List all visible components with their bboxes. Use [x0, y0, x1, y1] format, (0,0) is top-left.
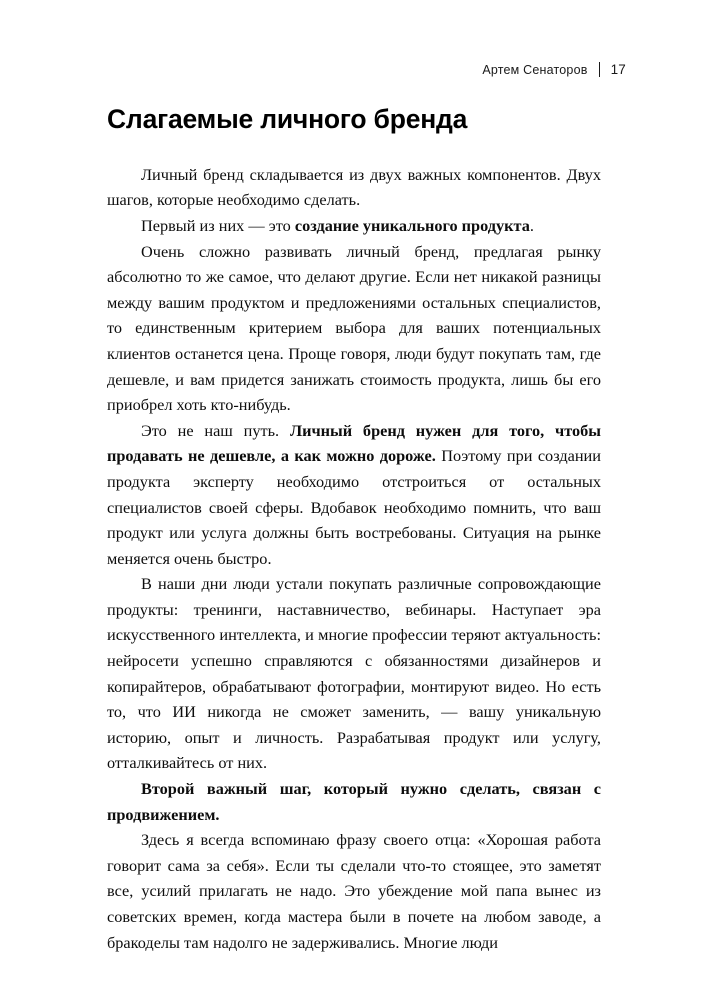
paragraph — [107, 571, 601, 776]
page-content — [107, 104, 601, 955]
body-text — [107, 162, 601, 955]
text-run: Первый из них — это — [141, 215, 295, 235]
paragraph — [107, 213, 601, 239]
emphasis-text: Второй важный шаг, который нужно сделать, связан с продвижением. — [107, 779, 601, 824]
page-number: 17 — [610, 62, 626, 77]
paragraph — [107, 162, 601, 213]
header-divider — [599, 62, 600, 77]
running-title: Артем Сенаторов — [482, 62, 588, 77]
emphasis-text: Личный бренд нужен для того, чтобы продавать не дешевле, а как можно дороже. — [107, 420, 601, 466]
paragraph — [107, 827, 601, 955]
text-run: Поэтому при создании продукта эксперту необходимо отстроиться от остальных специалистов своей сферы. Вдобавок необходимо помнить, что ваш продукт или услуга должны быть востребованы. Ситуация на рынке меняется очень быстро. — [107, 446, 601, 568]
paragraph — [107, 418, 601, 572]
chapter-title: Слагаемые личного бренда — [107, 104, 468, 134]
text-run: Это не наш путь. — [141, 420, 290, 440]
page-header — [482, 62, 626, 77]
paragraph — [107, 776, 601, 827]
text-run: В наши дни люди устали покупать различные сопровождающие продукты: тренинги, наставничество, вебинары. Наступает эра искусственного интеллекта, и многие профессии теряют актуальность: нейросети успешно справляются с обязанностями дизайнеров и копирайтеров, обрабатывают фотографии, монтируют видео. Но есть то, что ИИ никогда не сможет заменить, — вашу уникальную историю, опыт и личность. Разрабатывая продукт или услугу, отталкивайтесь от них. — [107, 574, 601, 773]
text-run: Здесь я всегда вспоминаю фразу своего отца: «Хорошая работа говорит сама за себя». Если ты сделали что-то стоящее, это заметят все, усилий прилагать не надо. Это убеждение мой папа вынес из советских времен, когда мастера были в почете на любом заводе, а бракоделы там надолго не задерживались. Многие люди — [107, 830, 601, 952]
paragraph — [107, 239, 601, 418]
emphasis-text: создание уникального продукта — [294, 215, 530, 235]
text-run: Очень сложно развивать личный бренд, предлагая рынку абсолютно то же самое, что делают другие. Если нет никакой разницы между вашим продуктом и предложениями остальных специалистов, то единственным критерием выбора для ваших потенциальных клиентов останется цена. Проще говоря, люди будут покупать там, где дешевле, и вам придется занижать стоимость продукта, лишь бы его приобрел хоть кто-нибудь. — [107, 241, 601, 415]
text-run: . — [529, 215, 534, 235]
text-run: Личный бренд складывается из двух важных компонентов. Двух шагов, которые необходимо сделать. — [107, 164, 601, 210]
